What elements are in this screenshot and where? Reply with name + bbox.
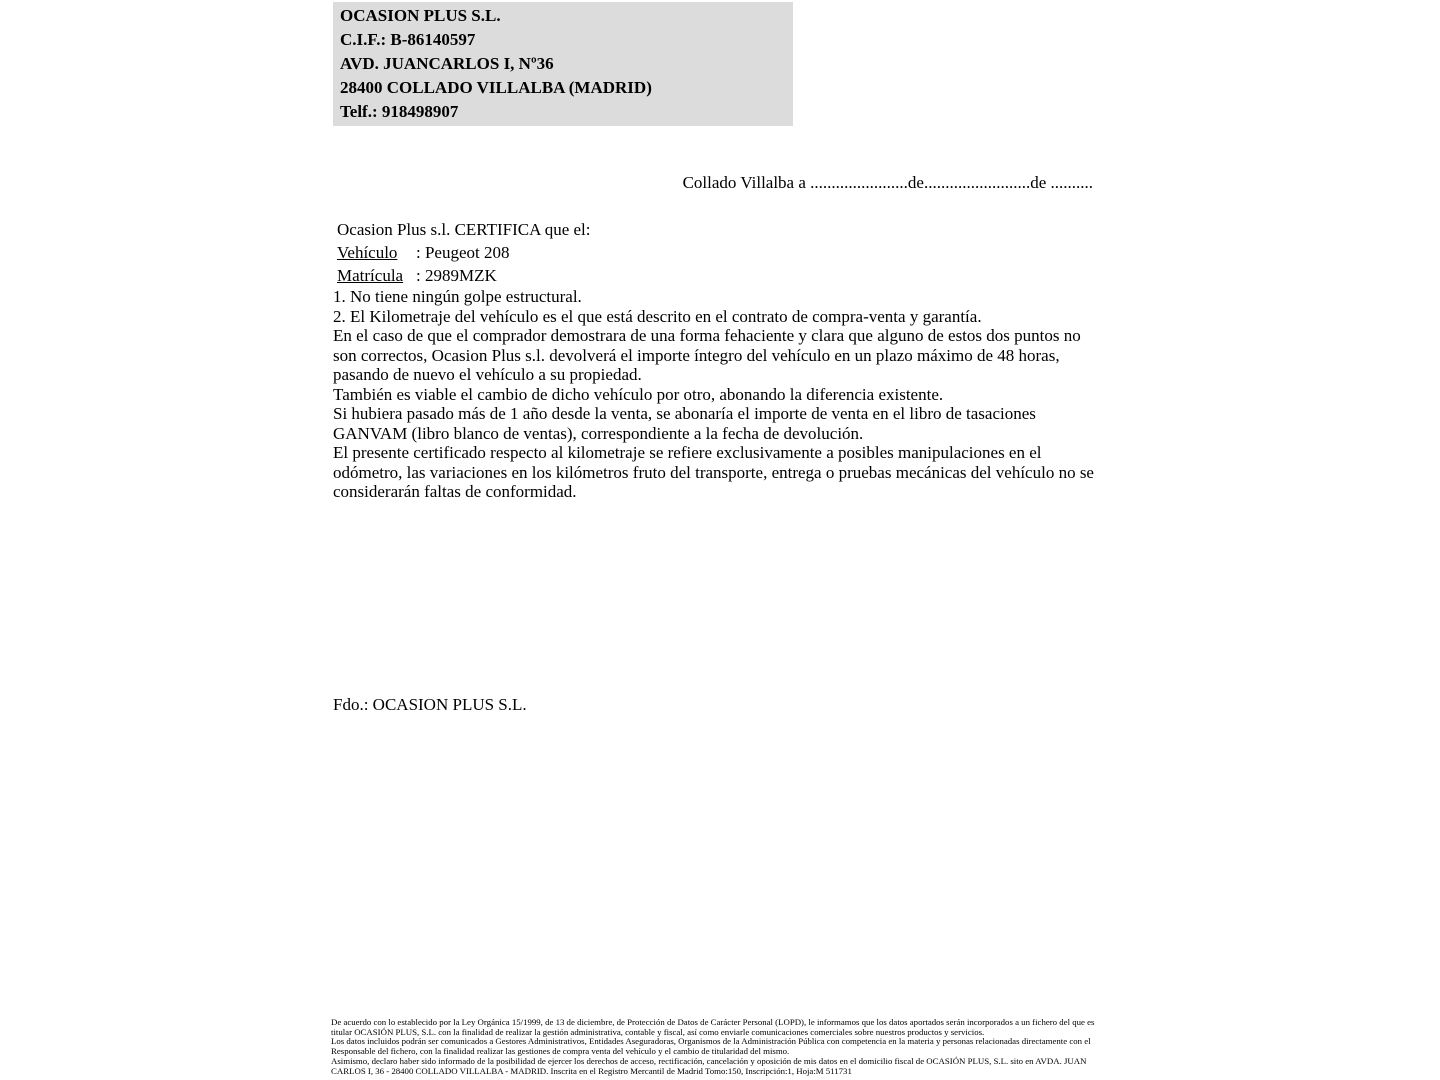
legal-paragraph-rights: Asimismo, declaro haber sido informado de la posibilidad de ejercer los derechos de acceso, rectificación, cancelación y oposición de mis datos en el domicilio fiscal de OCASIÓN PLUS, S.L. sito en AVDA. JUAN CARLOS I, 36 - 28400 COLLADO VILLALBA - MADRID. Inscrita en el Registro Mercantil de Madrid Tomo:150, Inscripción:1, Hoja:M 511731	[331, 1055, 1087, 1076]
legal-paragraph-lopd: De acuerdo con lo establecido por la Ley Orgánica 15/1999, de 13 de diciembre, de Protección de Datos de Carácter Personal (LOPD), le informamos que los datos aportados serán incorporados a un fichero del que es titular OCASIÓN PLUS, S.L. con la finalidad de realizar la gestión administrativa, contable y fiscal, así como enviarle comunicaciones comerciales sobre nuestros productos y servicios.	[331, 1017, 1095, 1037]
company-phone: Telf.: 918498907	[340, 102, 459, 121]
vehicle-label-wrap	[337, 241, 416, 264]
company-cif: C.I.F.: B-86140597	[340, 30, 476, 49]
plate-value: : 2989MZK	[416, 266, 497, 285]
plate-label-wrap	[337, 264, 416, 287]
legal-text	[331, 1018, 1103, 1076]
company-name: OCASION PLUS S.L.	[340, 6, 501, 25]
certify-block	[333, 218, 1103, 287]
company-address: AVD. JUANCARLOS I, Nº36	[340, 54, 554, 73]
paragraph-odometer: El presente certificado respecto al kilometraje se refiere exclusivamente a posibles manipulaciones en el odómetro, las variaciones en los kilómetros fruto del transporte, entrega o pruebas mecánicas del vehículo no se considerarán faltas de conformidad.	[333, 443, 1094, 501]
company-city: 28400 COLLADO VILLALBA (MADRID)	[340, 78, 652, 97]
legal-paragraph-data-sharing: Los datos incluidos podrán ser comunicados a Gestores Administrativos, Entidades Aseguradoras, Organismos de la Administración Pública con competencia en la materia y personas relacionadas directamente con el Responsable del fichero, con la finalidad realizar las gestiones de compra venta del vehículo y el cambio de titularidad del mismo.	[331, 1036, 1091, 1057]
vehicle-label: Vehículo	[337, 243, 398, 262]
company-header-box	[333, 2, 793, 126]
point-mileage: 2. El Kilometraje del vehículo es el que está descrito en el contrato de compra-venta y garantía.	[333, 306, 982, 326]
signature-line: Fdo.: OCASION PLUS S.L.	[333, 694, 527, 714]
point-structural: 1. No tiene ningún golpe estructural.	[333, 287, 582, 306]
paragraph-refund: En el caso de que el comprador demostrara de una forma fehaciente y clara que alguno de estos dos puntos no son correctos, Ocasion Plus s.l. devolverá el importe íntegro del vehículo en un plazo máximo de 48 horas, pasando de nuevo el vehículo a su propiedad.	[333, 326, 1081, 384]
plate-label: Matrícula	[337, 266, 404, 285]
paragraph-exchange: También es viable el cambio de dicho vehículo por otro, abonando la diferencia existente.	[333, 384, 944, 404]
vehicle-row	[337, 241, 1103, 264]
date-line: Collado Villalba a .......................de.........................de ..........	[682, 173, 1093, 192]
document-content	[333, 0, 1103, 715]
plate-row	[337, 264, 1103, 287]
paragraph-ganvam: Si hubiera pasado más de 1 año desde la venta, se abonaría el importe de venta en el libro de tasaciones GANVAM (libro blanco de ventas), correspondiente a la fecha de devolución.	[333, 404, 1036, 443]
vehicle-value: : Peugeot 208	[416, 243, 510, 262]
certify-intro: Ocasion Plus s.l. CERTIFICA que el:	[337, 220, 591, 239]
